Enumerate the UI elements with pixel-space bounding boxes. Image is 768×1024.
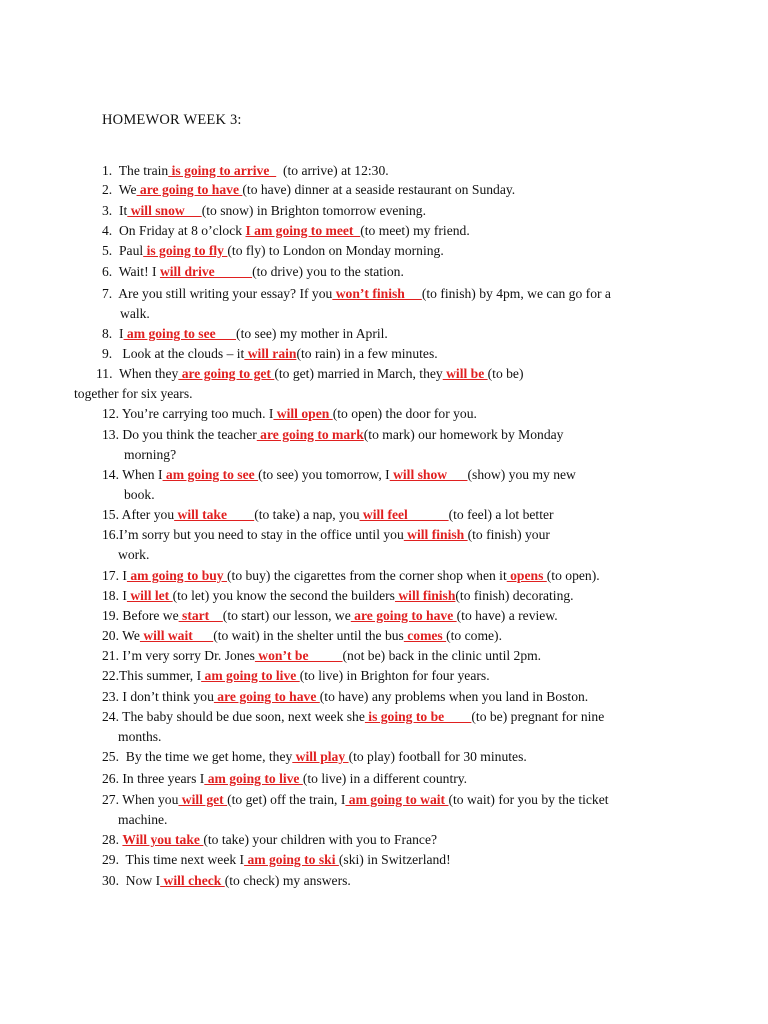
exercise-text: 24. The baby should be due soon, next week she [102, 709, 365, 724]
exercise-text: 20. We [102, 628, 140, 643]
exercise-text: (to finish) by 4pm, we can go for a [421, 286, 611, 301]
exercise-text: (to have) any problems when you land in Boston. [319, 689, 589, 704]
answer-text: will play [292, 749, 349, 764]
exercise-text: 23. I don’t think you [102, 689, 214, 704]
exercise-text: 27. When you [102, 792, 179, 807]
exercise-text: (to take) a nap, you [254, 507, 360, 522]
page-title: HOMEWOR WEEK 3: [102, 112, 242, 128]
exercise-line [120, 306, 150, 322]
exercise-text: (to feel) a lot better [448, 507, 554, 522]
answer-text: won’t be [254, 648, 343, 663]
exercise-line [102, 286, 611, 302]
exercise-line [102, 507, 554, 523]
exercise-line [102, 628, 502, 644]
exercise-text: (to get) married in March, they [274, 366, 443, 381]
answer-text: is going to be [364, 709, 472, 724]
exercise-text: (to have) a review. [456, 608, 558, 623]
exercise-line [102, 668, 490, 684]
answer-text: am going to see [162, 467, 259, 482]
answer-text: will drive [159, 264, 253, 279]
exercise-text: 5. Paul [102, 243, 144, 258]
answer-text: will wait [139, 628, 214, 643]
answer-text: are going to have [213, 689, 320, 704]
exercise-text: 16.I’m sorry but you need to stay in the office until you [102, 527, 404, 542]
exercise-text: machine. [118, 812, 168, 827]
answer-text: will open [273, 406, 333, 421]
exercise-line [102, 163, 389, 179]
exercise-text: (to mark) our homework by Monday [363, 427, 564, 442]
exercise-text: (to start) our lesson, we [222, 608, 351, 623]
exercise-text: 18. I [102, 588, 127, 603]
exercise-line [102, 608, 558, 624]
exercise-text: 29. This time next week I [102, 852, 245, 867]
answer-text: will finish [403, 527, 468, 542]
exercise-text: (to wait) in the shelter until the bus [213, 628, 404, 643]
answer-text: am going to wait [345, 792, 449, 807]
exercise-text: 3. It [102, 203, 128, 218]
answer-text: am going to see [123, 326, 237, 341]
exercise-text: 26. In three years I [102, 771, 205, 786]
exercise-text: (ski) in Switzerland! [338, 852, 451, 867]
exercise-text: 9. Look at the clouds – it [102, 346, 245, 361]
exercise-text: (to see) my mother in April. [236, 326, 388, 341]
answer-text: is going to arrive [168, 163, 277, 178]
answer-text: will check [160, 873, 225, 888]
exercise-text: 28. [102, 832, 123, 847]
exercise-text: (to drive) you to the station. [252, 264, 404, 279]
exercise-text: 19. Before we [102, 608, 179, 623]
exercise-text: walk. [120, 306, 150, 321]
exercise-text: 1. The train [102, 163, 169, 178]
exercise-text: (to see) you tomorrow, I [258, 467, 390, 482]
exercise-line [102, 852, 451, 868]
exercise-line [102, 689, 588, 705]
exercise-text: 22.This summer, I [102, 668, 202, 683]
exercise-line [102, 203, 426, 219]
exercise-text: (to buy) the cigarettes from the corner shop when it [227, 568, 507, 583]
exercise-line [102, 771, 467, 787]
exercise-text: months. [118, 729, 162, 744]
answer-text: am going to ski [244, 852, 339, 867]
exercise-line [102, 648, 541, 664]
exercise-text: (to be) pregnant for nine [471, 709, 605, 724]
exercise-line [102, 182, 515, 198]
exercise-line [74, 386, 193, 402]
exercise-text: (to rain) in a few minutes. [296, 346, 438, 361]
exercise-line [102, 873, 351, 889]
exercise-line [118, 729, 161, 745]
exercise-line [102, 792, 609, 808]
exercise-text: (to take) your children with you to France? [203, 832, 438, 847]
exercise-text: 4. On Friday at 8 o’clock [102, 223, 246, 238]
exercise-text: 17. I [102, 568, 127, 583]
answer-text: are going to have [350, 608, 457, 623]
exercise-text: (to live) in a different country. [302, 771, 468, 786]
answer-text: are going to have [136, 182, 243, 197]
exercise-text: (not be) back in the clinic until 2pm. [342, 648, 542, 663]
exercise-text: (to wait) for you by the ticket [448, 792, 609, 807]
answer-text: am going to live [204, 771, 303, 786]
exercise-text: (to finish) decorating. [455, 588, 574, 603]
exercise-line [102, 588, 574, 604]
exercise-text: (to finish) your [467, 527, 550, 542]
exercise-text: 30. Now I [102, 873, 161, 888]
exercise-line [118, 547, 149, 563]
exercise-text: 15. After you [102, 507, 175, 522]
exercise-line [102, 427, 563, 443]
exercise-text: (to open) the door for you. [332, 406, 477, 421]
exercise-text: 25. By the time we get home, they [102, 749, 293, 764]
exercise-line [102, 243, 444, 259]
exercise-text: (to meet) my friend. [360, 223, 470, 238]
exercise-text: work. [118, 547, 150, 562]
answer-text: will show [389, 467, 468, 482]
answer-text: Will you take [122, 832, 204, 847]
exercise-text: 2. We [102, 182, 137, 197]
exercise-text: (to live) in Brighton for four years. [299, 668, 490, 683]
exercise-text: book. [124, 487, 155, 502]
answer-text: am going to live [201, 668, 300, 683]
exercise-text: (to let) you know the second the builders [172, 588, 395, 603]
answer-text: is going to fly [143, 243, 228, 258]
answer-text: will let [126, 588, 173, 603]
answer-text: will be [442, 366, 488, 381]
answer-text: start [178, 608, 223, 623]
exercise-text: (to fly) to London on Monday morning. [227, 243, 444, 258]
answer-text: are going to get [178, 366, 275, 381]
exercise-text: (show) you my new [467, 467, 576, 482]
exercise-line [102, 749, 527, 765]
answer-text: I am going to meet [245, 223, 361, 238]
exercise-text: 13. Do you think the teacher [102, 427, 257, 442]
exercise-text: (to check) my answers. [224, 873, 351, 888]
exercise-line [118, 812, 167, 828]
exercise-line [102, 568, 600, 584]
answer-text: will rain [244, 346, 297, 361]
exercise-text: 14. When I [102, 467, 163, 482]
exercise-text: (to play) football for 30 minutes. [348, 749, 527, 764]
exercise-text: morning? [124, 447, 177, 462]
answer-text: will get [178, 792, 228, 807]
exercise-line [102, 346, 438, 362]
exercise-line [124, 487, 155, 503]
answer-text: comes [403, 628, 447, 643]
exercise-line [102, 223, 470, 239]
exercise-line [102, 832, 437, 848]
exercise-text: (to get) off the train, I [227, 792, 346, 807]
exercise-line [102, 406, 477, 422]
exercise-line [102, 264, 404, 280]
exercise-text: 8. I [102, 326, 124, 341]
exercise-line [102, 467, 576, 483]
exercise-line [124, 447, 176, 463]
answer-text: will snow [127, 203, 202, 218]
exercise-text: (to snow) in Brighton tomorrow evening. [201, 203, 426, 218]
answer-text: will take [174, 507, 255, 522]
exercise-text: 6. Wait! I [102, 264, 160, 279]
answer-text: will feel [359, 507, 449, 522]
exercise-text: 21. I’m very sorry Dr. Jones [102, 648, 255, 663]
exercise-text: (to be) [487, 366, 524, 381]
exercise-text: (to arrive) at 12:30. [276, 163, 389, 178]
exercise-text: 7. Are you still writing your essay? If you [102, 286, 333, 301]
answer-text: won’t finish [332, 286, 422, 301]
exercise-line [102, 527, 550, 543]
exercise-line [96, 366, 524, 382]
exercise-line [102, 326, 388, 342]
exercise-text: (to open). [546, 568, 600, 583]
exercise-text: (to have) dinner at a seaside restaurant on Sunday. [242, 182, 516, 197]
exercise-text: 12. You’re carrying too much. I [102, 406, 274, 421]
exercise-text: together for six years. [74, 386, 193, 401]
exercise-text: (to come). [446, 628, 502, 643]
answer-text: will finish [394, 588, 456, 603]
answer-text: opens [506, 568, 547, 583]
exercise-line [102, 709, 604, 725]
answer-text: am going to buy [126, 568, 228, 583]
answer-text: are going to mark [256, 427, 364, 442]
exercise-text: 11. When they [96, 366, 179, 381]
